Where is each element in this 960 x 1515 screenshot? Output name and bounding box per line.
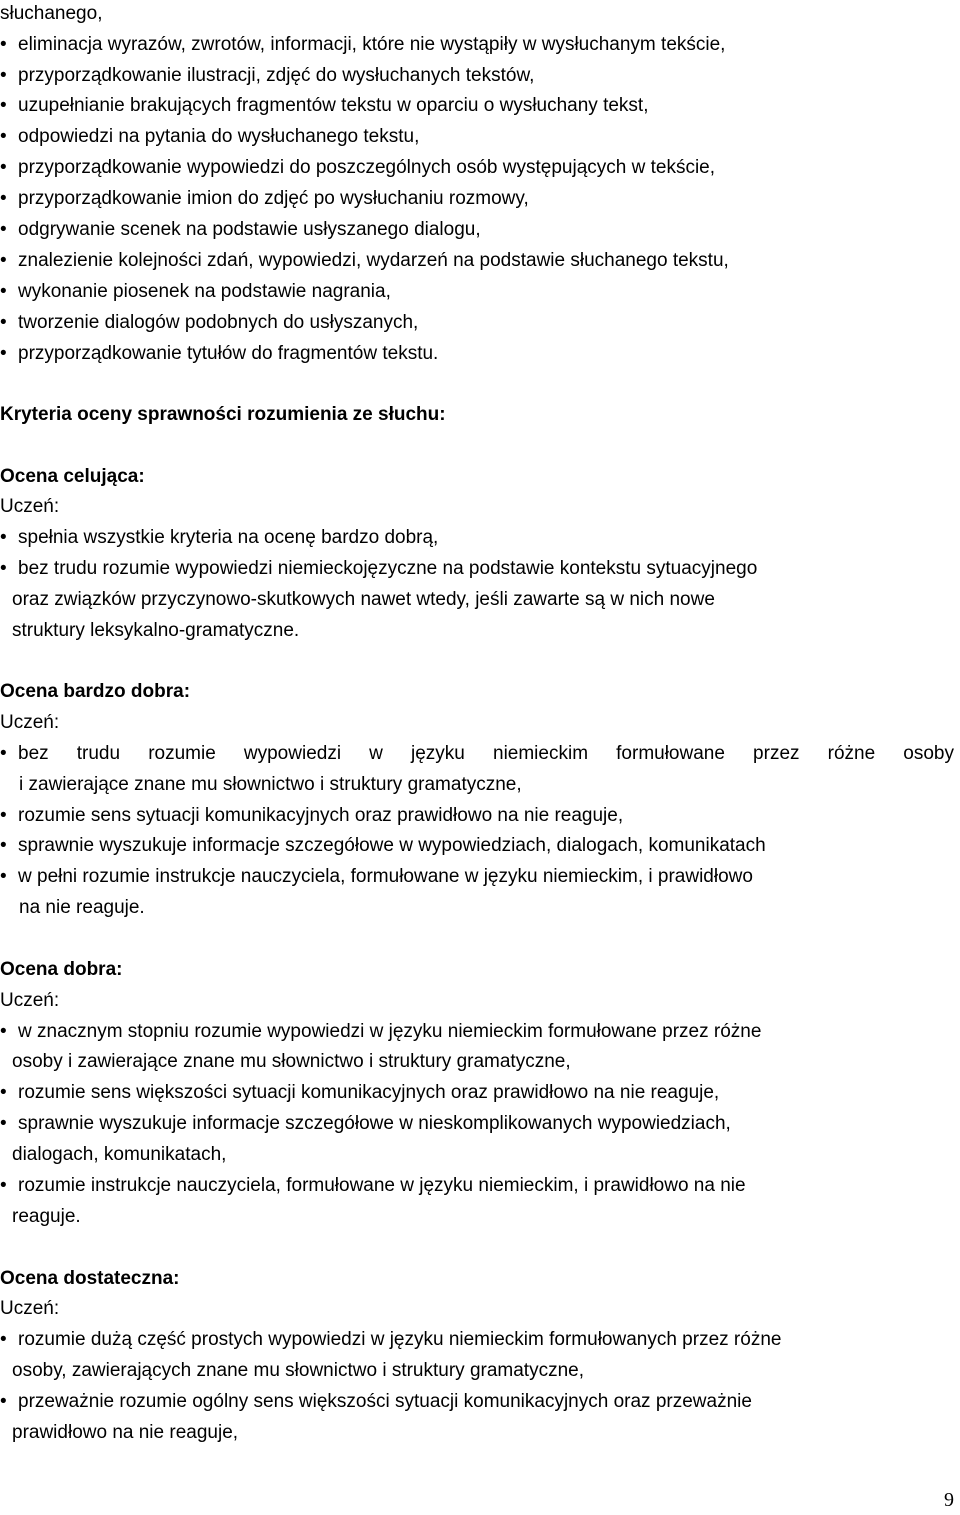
- grade-heading-bardzo-dobra: Ocena bardzo dobra:: [0, 681, 191, 702]
- bullet-icon: •: [0, 250, 7, 271]
- list-item-continuation: na nie reaguje.: [19, 897, 145, 918]
- bullet-icon: •: [0, 219, 7, 240]
- list-item: • przyporządkowanie ilustracji, zdjęć do wysłuchanych tekstów,: [0, 65, 535, 86]
- bullet-icon: •: [0, 835, 7, 856]
- list-item: • znalezienie kolejności zdań, wypowiedzi, wydarzeń na podstawie słuchanego tekstu,: [0, 250, 729, 271]
- student-label: Uczeń:: [0, 712, 60, 733]
- intro-continuation: słuchanego,: [0, 3, 103, 24]
- bullet-icon: •: [0, 34, 7, 55]
- list-item-continuation: dialogach, komunikatach,: [12, 1144, 227, 1165]
- list-item: • rozumie dużą część prostych wypowiedzi w języku niemieckim formułowanych przez różne: [0, 1329, 782, 1350]
- bullet-icon: •: [0, 743, 7, 764]
- bullet-icon: •: [0, 1082, 7, 1103]
- list-item: • rozumie sens sytuacji komunikacyjnych oraz prawidłowo na nie reaguje,: [0, 805, 624, 826]
- bullet-icon: •: [0, 312, 7, 333]
- list-item-continuation: i zawierające znane mu słownictwo i struktury gramatyczne,: [19, 774, 522, 795]
- bullet-icon: •: [0, 126, 7, 147]
- list-item-continuation: prawidłowo na nie reaguje,: [12, 1422, 239, 1443]
- bullet-icon: •: [0, 157, 7, 178]
- list-item: • odpowiedzi na pytania do wysłuchanego tekstu,: [0, 126, 420, 147]
- list-item: • bez trudu rozumie wypowiedzi w języku niemieckim formułowane przez różne osoby: [0, 743, 954, 764]
- bullet-icon: •: [0, 866, 7, 887]
- list-item-continuation: osoby, zawierających znane mu słownictwo i struktury gramatyczne,: [12, 1360, 584, 1381]
- list-item: • wykonanie piosenek na podstawie nagrania,: [0, 281, 391, 302]
- list-item: • rozumie instrukcje nauczyciela, formułowane w języku niemieckim, i prawidłowo na nie: [0, 1175, 746, 1196]
- bullet-icon: •: [0, 1113, 7, 1134]
- list-item: • bez trudu rozumie wypowiedzi niemieckojęzyczne na podstawie kontekstu sytuacyjnego: [0, 558, 758, 579]
- bullet-icon: •: [0, 1391, 7, 1412]
- bullet-icon: •: [0, 281, 7, 302]
- list-item: • w pełni rozumie instrukcje nauczyciela, formułowane w języku niemieckim, i prawidłowo: [0, 866, 753, 887]
- bullet-icon: •: [0, 1175, 7, 1196]
- grade-heading-dobra: Ocena dobra:: [0, 959, 123, 980]
- bullet-icon: •: [0, 188, 7, 209]
- bullet-icon: •: [0, 558, 7, 579]
- bullet-icon: •: [0, 527, 7, 548]
- grade-heading-celujaca: Ocena celująca:: [0, 466, 145, 487]
- list-item: • odgrywanie scenek na podstawie usłyszanego dialogu,: [0, 219, 481, 240]
- bullet-icon: •: [0, 343, 7, 364]
- list-item: • sprawnie wyszukuje informacje szczegółowe w nieskomplikowanych wypowiedziach,: [0, 1113, 731, 1134]
- list-item: • przyporządkowanie tytułów do fragmentów tekstu.: [0, 343, 439, 364]
- student-label: Uczeń:: [0, 496, 60, 517]
- bullet-icon: •: [0, 1021, 7, 1042]
- grade-heading-dostateczna: Ocena dostateczna:: [0, 1268, 180, 1289]
- list-item-continuation: reaguje.: [12, 1206, 81, 1227]
- list-item-continuation: oraz związków przyczynowo-skutkowych nawet wtedy, jeśli zawarte są w nich nowe: [12, 589, 715, 610]
- bullet-icon: •: [0, 95, 7, 116]
- criteria-title: Kryteria oceny sprawności rozumienia ze słuchu:: [0, 404, 446, 425]
- list-item: • sprawnie wyszukuje informacje szczegółowe w wypowiedziach, dialogach, komunikatach: [0, 835, 766, 856]
- bullet-icon: •: [0, 805, 7, 826]
- list-item: • w znacznym stopniu rozumie wypowiedzi w języku niemieckim formułowane przez różne: [0, 1021, 762, 1042]
- list-item: • uzupełnianie brakujących fragmentów tekstu w oparciu o wysłuchany tekst,: [0, 95, 649, 116]
- list-item: • eliminacja wyrazów, zwrotów, informacji, które nie wystąpiły w wysłuchanym tekście,: [0, 34, 726, 55]
- list-item: • przyporządkowanie wypowiedzi do poszczególnych osób występujących w tekście,: [0, 157, 716, 178]
- list-item: • rozumie sens większości sytuacji komunikacyjnych oraz prawidłowo na nie reaguje,: [0, 1082, 720, 1103]
- page-number: 9: [944, 1489, 954, 1511]
- list-item: • tworzenie dialogów podobnych do usłyszanych,: [0, 312, 419, 333]
- list-item: • spełnia wszystkie kryteria na ocenę bardzo dobrą,: [0, 527, 439, 548]
- bullet-icon: •: [0, 1329, 7, 1350]
- list-item-continuation: osoby i zawierające znane mu słownictwo i struktury gramatyczne,: [12, 1051, 571, 1072]
- list-item: • przeważnie rozumie ogólny sens większości sytuacji komunikacyjnych oraz przeważnie: [0, 1391, 752, 1412]
- list-item: • przyporządkowanie imion do zdjęć po wysłuchaniu rozmowy,: [0, 188, 529, 209]
- student-label: Uczeń:: [0, 1298, 60, 1319]
- bullet-icon: •: [0, 65, 7, 86]
- list-item-continuation: struktury leksykalno-gramatyczne.: [12, 620, 300, 641]
- student-label: Uczeń:: [0, 990, 60, 1011]
